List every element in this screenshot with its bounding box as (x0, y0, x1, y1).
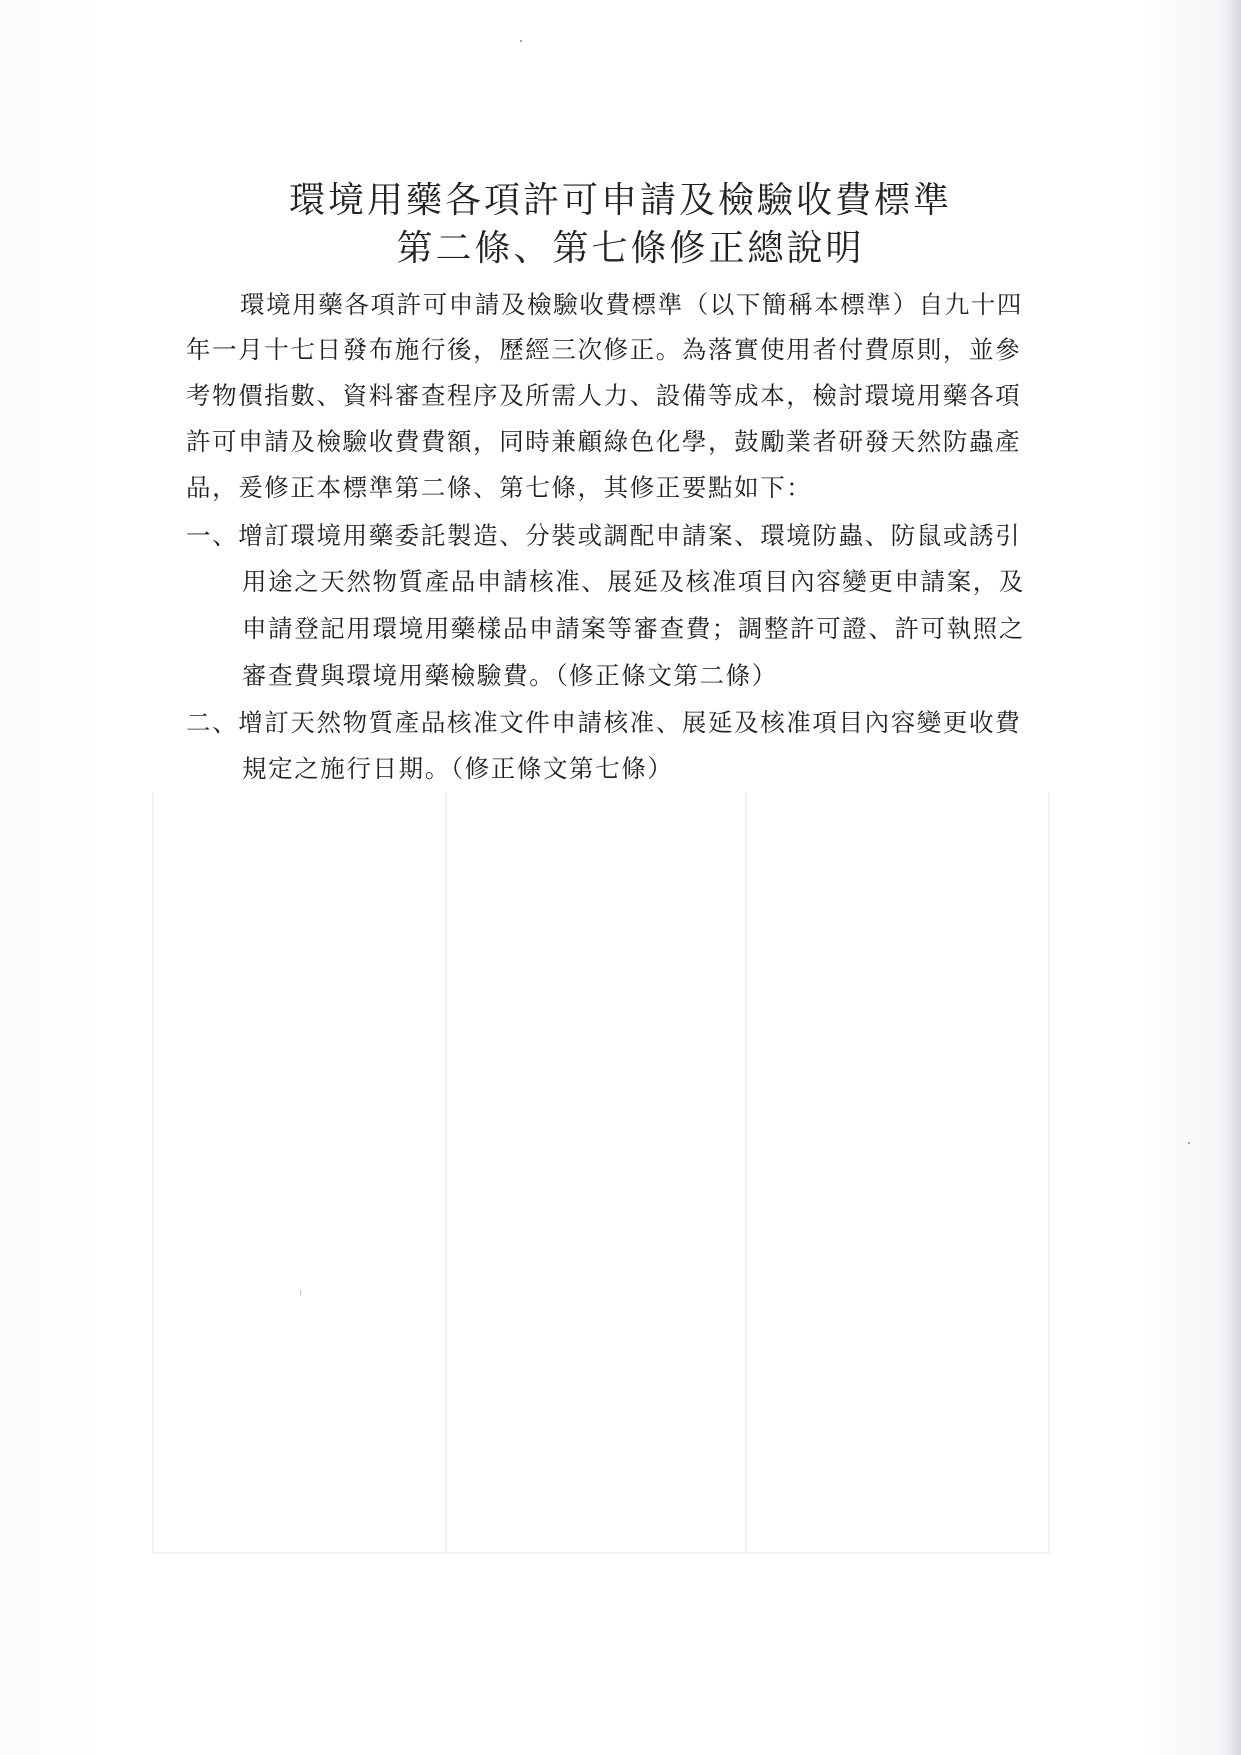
scan-speck (1188, 1142, 1190, 1144)
point1-line: 一、增訂環境用藥委託製造、分裝或調配申請案、環境防蟲、防鼠或誘引 (186, 521, 1022, 550)
intro-line: 品，爰修正本標準第二條、第七條，其修正要點如下： (186, 473, 813, 502)
scan-speck (520, 40, 522, 42)
bleed-through-line (1048, 792, 1050, 1552)
intro-line: 考物價指數、資料審查程序及所需人力、設備等成本，檢討環境用藥各項 (186, 381, 1022, 410)
bleed-through-line (152, 1552, 1050, 1554)
intro-line: 許可申請及檢驗收費費額，同時兼顧綠色化學，鼓勵業者研發天然防蟲產 (186, 427, 1022, 456)
bleed-through-line (745, 792, 747, 1552)
point1-line: 申請登記用環境用藥樣品申請案等審查費；調整許可證、許可執照之 (242, 614, 1025, 643)
bleed-through-line (152, 792, 154, 1552)
point2-line: 規定之施行日期。（修正條文第七條） (242, 754, 674, 783)
intro-line: 環境用藥各項許可申請及檢驗收費標準（以下簡稱本標準）自九十四 (240, 290, 1023, 319)
scan-speck (300, 1290, 301, 1296)
point1-line: 審查費與環境用藥檢驗費。（修正條文第二條） (242, 661, 778, 690)
document-title-line2: 第二條、第七條修正總說明 (396, 228, 865, 269)
bleed-through-line (445, 792, 447, 1552)
intro-line: 年一月十七日發布施行後，歷經三次修正。為落實使用者付費原則，並參 (186, 335, 1022, 364)
document-title-line1: 環境用藥各項許可申請及檢驗收費標準 (288, 180, 952, 221)
point1-line: 用途之天然物質產品申請核准、展延及核准項目內容變更申請案，及 (242, 567, 1025, 596)
point2-line: 二、增訂天然物質產品核准文件申請核准、展延及核准項目內容變更收費 (186, 708, 1022, 737)
